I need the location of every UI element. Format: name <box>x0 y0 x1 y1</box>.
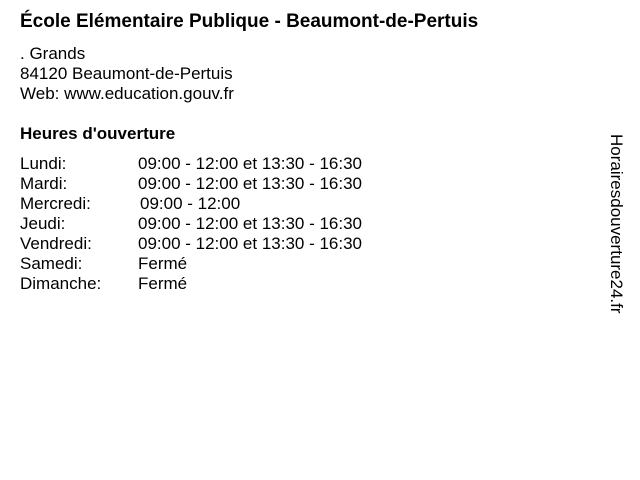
day-label: Dimanche: <box>20 274 102 293</box>
site-watermark: Horairesdouverture24.fr <box>607 134 626 314</box>
hours-heading: Heures d'ouverture <box>20 124 176 143</box>
day-label: Vendredi: <box>20 234 92 253</box>
time-value: 09:00 - 12:00 et 13:30 - 16:30 <box>138 174 363 193</box>
day-label: Mardi: <box>20 174 68 193</box>
time-value: Fermé <box>138 254 188 273</box>
time-value: Fermé <box>138 274 188 293</box>
website-line: Web: www.education.gouv.fr <box>20 84 234 103</box>
day-label: Lundi: <box>20 154 67 173</box>
day-label: Mercredi: <box>20 194 91 213</box>
time-value: 09:00 - 12:00 et 13:30 - 16:30 <box>138 214 363 233</box>
page-title: École Elémentaire Publique - Beaumont-de-Pertuis <box>20 11 479 32</box>
time-value: 09:00 - 12:00 et 13:30 - 16:30 <box>138 234 363 253</box>
day-label: Samedi: <box>20 254 83 273</box>
address-block <box>20 44 234 104</box>
time-value: 09:00 - 12:00 et 13:30 - 16:30 <box>138 154 363 173</box>
address-street: . Grands <box>20 44 86 63</box>
address-city: 84120 Beaumont-de-Pertuis <box>20 64 233 83</box>
time-value: 09:00 - 12:00 <box>140 194 241 213</box>
day-label: Jeudi: <box>20 214 66 233</box>
